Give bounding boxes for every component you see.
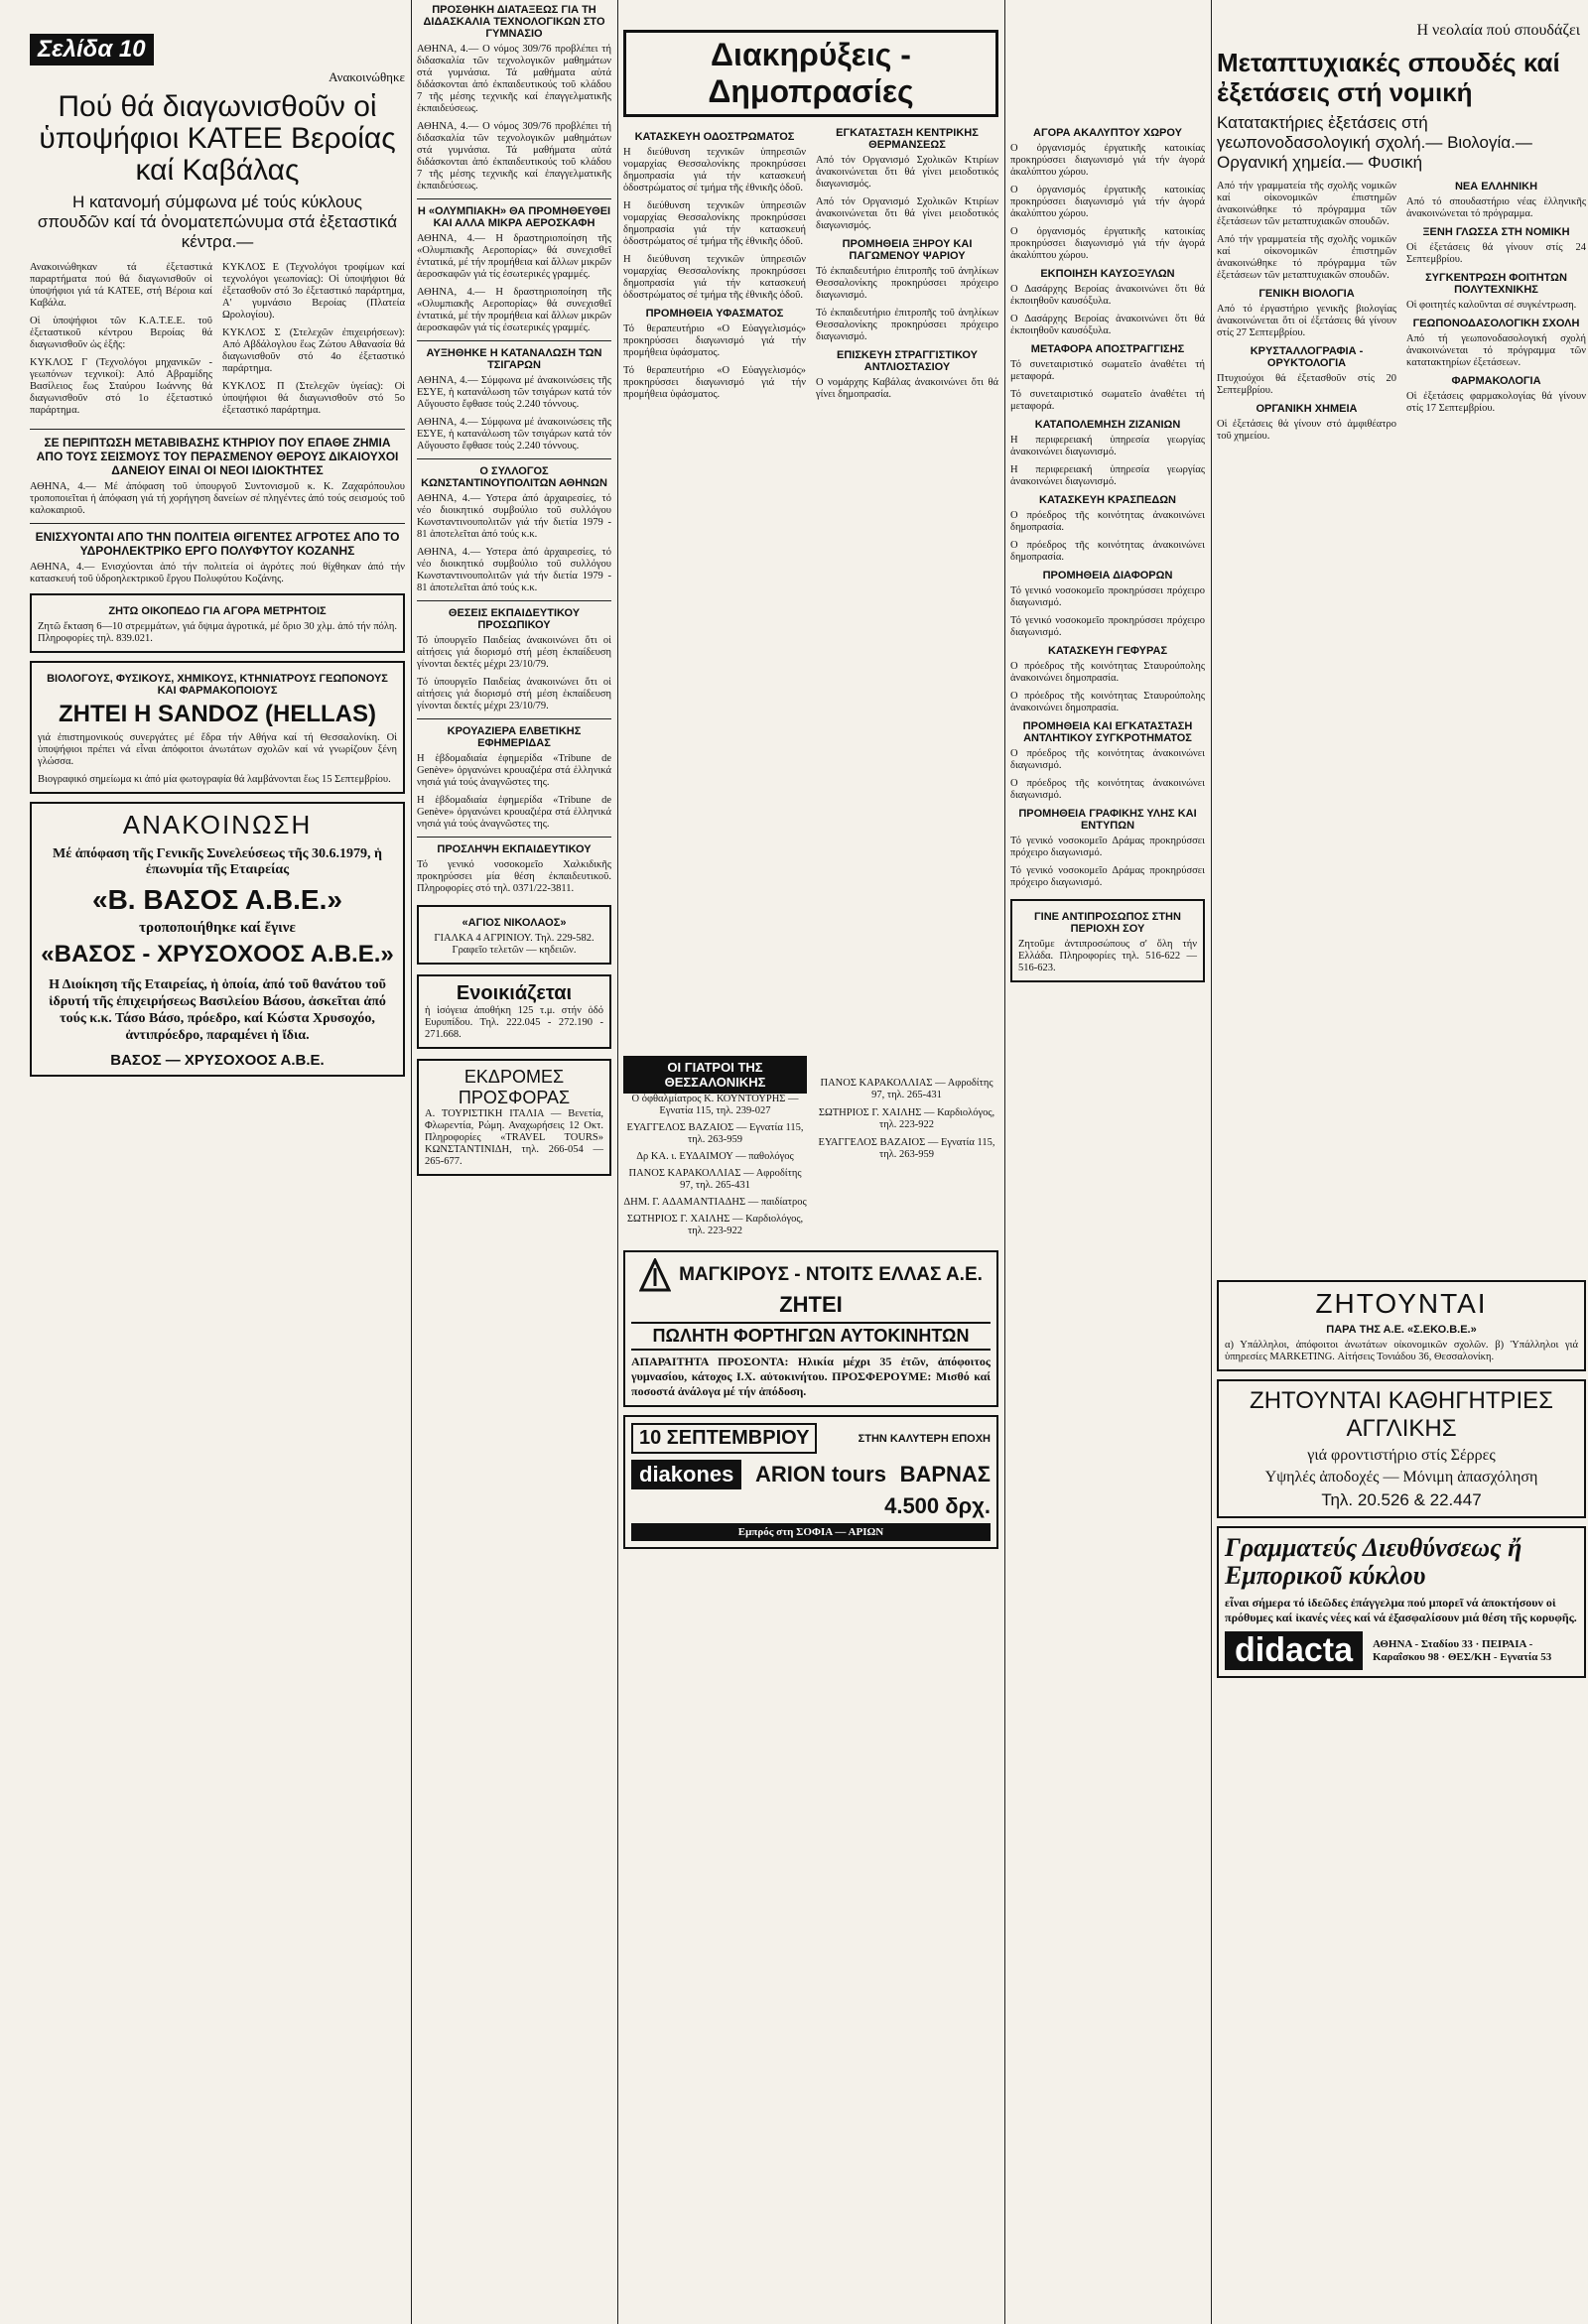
travel-footer: Εμπρός στη ΣΟΦΙΑ — ΑΡΙΩΝ: [631, 1523, 991, 1541]
classified-ad: [417, 974, 611, 1049]
paragraph: Ανακοινώθηκαν τά ἐξεταστικά παραρτήματα πού θά διαγωνισθοῦν οἱ ὑποψήφιοι γιά τά ΚΑΤΕΕ, στή Βέροια καί Καβάλα.: [30, 262, 212, 309]
article-body: [1217, 181, 1586, 1272]
ad-title: ΕΚΔΡΟΜΕΣ ΠΡΟΣΦΟΡΑΣ: [458, 1067, 571, 1107]
article-body: [30, 262, 405, 423]
tender-item: [1010, 494, 1205, 564]
ad-company: ΜΑΓΚΙΡΟΥΣ - ΝΤΟΙΤΣ ΕΛΛΑΣ Α.Ε.: [679, 1264, 983, 1285]
announcement-line: Μέ ἀπόφαση τῆς Γενικῆς Συνελεύσεως τῆς 30.6.1979, ἡ ἐπωνυμία τῆς Εταιρείας: [53, 846, 382, 877]
ad-title: Γραμματεύς Διευθύνσεως ἤ Εμπορικοῦ κύκλου: [1225, 1533, 1522, 1590]
tender-item: [816, 238, 998, 343]
paragraph: Από τό σπουδαστήριο νέας ἑλληνικῆς ἀνακοινώνεται τό πρόγραμμα.: [1406, 196, 1586, 219]
news-headline: ΕΝΙΣΧΥΟΝΤΑΙ ΑΠΟ ΤΗΝ ΠΟΛΙΤΕΙΑ ΘΙΓΕΝΤΕΣ ΑΓΡΟΤΕΣ ΑΠΟ ΤΟ ΥΔΡΟΗΛΕΚΤΡΙΚΟ ΕΡΓΟ ΠΟΛΥΦΥΤΟΥ ΚΟΖΑΝΗΣ: [35, 530, 400, 558]
ad-body: α) Υπάλληλοι, ἀπόφοιτοι ἀνωτάτων οἰκονομικῶν σχολῶν. β) Ὑπάλληλοι γιά ὑπηρεσίες MARKETING. Αἰτήσεις Τονιάδου 36, Θεσσαλονίκη.: [1225, 1340, 1578, 1362]
paragraph: Οἱ ὑποψήφιοι τῶν Κ.Α.Τ.Ε.Ε. τοῦ ἐξεταστικοῦ κέντρου Βεροίας θά διαγωνισθοῦν ὡς ἑξῆς:: [30, 316, 212, 350]
ad-body: εἶναι σήμερα τό ἰδεῶδες ἐπάγγελμα πού μπορεῖ νά ἀποκτήσουν οἱ πρόθυμες καί ἱκανές νέες καί νά ἐξασφαλίσουν μιά θέση τῆς κορυφῆς.: [1225, 1596, 1577, 1624]
travel-tag: ΣΤΗΝ ΚΑΛΥΤΕΡΗ ΕΠΟΧΗ: [858, 1432, 991, 1445]
doctors-directory-continued: [815, 1056, 998, 1242]
tender-text: Ο ὀργανισμός ἐργατικῆς κατοικίας προκηρύσσει διαγωνισμό γιά τήν ἀγορά ἀκαλύπτου χώρου.: [1010, 226, 1205, 261]
ad-title: ΖΗΤΟΥΝΤΑΙ: [1315, 1288, 1488, 1319]
ad-title: ΓΙΝΕ ΑΝΤΙΠΡΟΣΩΠΟΣ ΣΤΗΝ ΠΕΡΙΟΧΗ ΣΟΥ: [1034, 911, 1181, 935]
column-1: [30, 0, 405, 2324]
ad-title: ΖΗΤΟΥΝΤΑΙ ΚΑΘΗΓΗΤΡΙΕΣ ΑΓΓΛΙΚΗΣ: [1250, 1387, 1553, 1442]
subheading: ΟΡΓΑΝΙΚΗ ΧΗΜΕΙΑ: [1256, 403, 1358, 415]
tender-title: ΚΑΤΑΣΚΕΥΗ ΓΕΦΥΡΑΣ: [1047, 645, 1168, 657]
paragraph: ΚΥΚΛΟΣ Ε (Τεχνολόγοι τροφίμων καί τεχνολόγοι γεωπονίας): Οἱ ὑποψήφιοι θά ἐξετασθοῦν στό 3ο ἐξεταστικό παράρτημα, Α' γυμνάσιο Βεροίας (Πλατεία Ωρολογίου).: [222, 262, 405, 321]
travel-brand: diakones: [631, 1460, 741, 1489]
classified-ad: [30, 593, 405, 653]
classified-ad: [417, 905, 611, 965]
ad-phone: Τηλ. 20.526 & 22.447: [1321, 1490, 1482, 1509]
announcement-line: τροποποιήθηκε καί ἔγινε: [139, 920, 296, 936]
paragraph: Οἱ ἐξετάσεις θά γίνουν στίς 24 Σεπτεμβρίου.: [1406, 242, 1586, 265]
paragraph: ΑΘΗΝΑ, 4.— Η δραστηριοποίηση τῆς «Ολυμπιακῆς Αεροπορίας» θά συνεχισθεῖ ἐντατικά, μέ τήν προμήθεια καί ἄλλων μικρῶν ἀεροσκαφῶν γιά τίς ἐσωτερικές γραμμές.: [417, 233, 611, 280]
tender-text: Ο Δασάρχης Βεροίας ἀνακοινώνει ὅτι θά ἐκποιηθοῦν καυσόξυλα.: [1010, 284, 1205, 307]
tender-text: Τό ἐκπαιδευτήριο ἐπιτροπῆς τοῦ ἀνηλίκων Θεσσαλονίκης προκηρύσσει πρόχειρο διαγωνισμό.: [816, 308, 998, 342]
job-ad: [623, 1250, 998, 1407]
subheading: ΦΑΡΜΑΚΟΛΟΓΙΑ: [1451, 375, 1541, 387]
page-label: Σελίδα 10: [30, 34, 154, 65]
classified-ad: [1010, 899, 1205, 982]
tender-text: Από τόν Οργανισμό Σχολικῶν Κτιρίων ἀνακοινώνεται ὅτι θά γίνει μειοδοτικός διαγωνισμός.: [816, 155, 998, 190]
tender-title: ΚΑΤΑΣΚΕΥΗ ΚΡΑΣΠΕΔΩΝ: [1039, 494, 1176, 506]
travel-ad: [623, 1415, 998, 1549]
paragraph: Από τήν γραμματεία τῆς σχολῆς νομικῶν καί οἰκονομικῶν ἐπιστημῶν ἀνακοινώθηκε τό πρόγραμμα τῶν ἐξετάσεων τῶν μεταπτυχιακῶν σπουδῶν.: [1217, 234, 1396, 281]
paragraph: ΑΘΗΝΑ, 4.— Υστερα ἀπό ἀρχαιρεσίες, τό νέο διοικητικό συμβούλιο τοῦ συλλόγου Κωνσταντινουπολιτῶν γιά τήν διετία 1979 - 81 ἀποτελεῖται ἀπό τούς κ.κ.: [417, 493, 611, 540]
column-rule: [617, 0, 618, 2324]
company-new-name: «ΒΑΣΟΣ - ΧΡΥΣΟΧΟΟΣ Α.Β.Ε.»: [41, 941, 394, 968]
subheading: ΞΕΝΗ ΓΛΩΣΣΑ ΣΤΗ ΝΟΜΙΚΗ: [1422, 226, 1570, 238]
tender-text: Από τόν Οργανισμό Σχολικῶν Κτιρίων ἀνακοινώνεται ὅτι θά γίνει μειοδοτικός διαγωνισμός.: [816, 196, 998, 231]
paragraph: Η ἑβδομαδιαία ἐφημερίδα «Tribune de Genève» ὀργανώνει κρουαζιέρα στά ἑλληνικά νησιά γιά τούς ἀναγνῶστες της.: [417, 753, 611, 788]
ad-body: Α. ΤΟΥΡΙΣΤΙΚΗ ΙΤΑΛΙΑ — Βενετία, Φλωρεντία, Ρώμη. Αναχωρήσεις 12 Οκτ. Πληροφορίες «TRAVEL TOURS» ΚΩΝΣΤΑΝΤΙΝΙΔΗ, τηλ. 266-054 — 265-677.: [425, 1108, 603, 1167]
ad-title: ΖΗΤΩ ΟΙΚΟΠΕΔΟ ΓΙΑ ΑΓΟΡΑ ΜΕΤΡΗΤΟΙΣ: [108, 605, 327, 617]
paragraph: Από τή γεωπονοδασολογική σχολή ἀνακοινώνεται τό πρόγραμμα τῶν κατατακτηρίων ἐξετάσεων.: [1406, 333, 1586, 368]
tender-title: ΑΓΟΡΑ ΑΚΑΛΥΠΤΟΥ ΧΩΡΟΥ: [1033, 127, 1182, 139]
news-headline: ΑΥΞΗΘΗΚΕ Η ΚΑΤΑΝΑΛΩΣΗ ΤΩΝ ΤΣΙΓΑΡΩΝ: [426, 347, 602, 371]
ad-brand: didacta: [1225, 1631, 1363, 1670]
tender-item: [1010, 645, 1205, 714]
news-headline: Ο ΣΥΛΛΟΓΟΣ ΚΩΝΣΤΑΝΤΙΝΟΥΠΟΛΙΤΩΝ ΑΘΗΝΩΝ: [421, 465, 607, 489]
paragraph: ΑΘΗΝΑ, 4.— Υστερα ἀπό ἀρχαιρεσίες, τό νέο διοικητικό συμβούλιο τοῦ συλλόγου Κωνσταντινουπολιτῶν γιά τήν διετία 1979 - 81 ἀποτελεῖται ἀπό τούς κ.κ.: [417, 547, 611, 593]
tender-item: [1010, 268, 1205, 337]
tender-title: ΕΓΚΑΤΑΣΤΑΣΗ ΚΕΝΤΡΙΚΗΣ ΘΕΡΜΑΝΣΕΩΣ: [836, 127, 979, 151]
ad-body: ΓΙΑΛΚΑ 4 ΑΓΡΙΝΙΟΥ. Τηλ. 229-582. Γραφεῖο τελετῶν — κηδειῶν.: [434, 933, 595, 956]
tender-text: Ο πρόεδρος τῆς κοινότητας ἀνακοινώνει δημοπρασία.: [1010, 540, 1205, 563]
travel-destination: ΒΑΡΝΑΣ: [899, 1462, 991, 1486]
doctors-directory: [623, 1056, 807, 1242]
deck: Η κατανομή σύμφωνα μέ τούς κύκλους σπουδῶν καί τά ὀνοματεπώνυμα στά ἐξεταστικά κέντρα.—: [37, 193, 398, 251]
doctor-entry: ΠΑΝΟΣ ΚΑΡΑΚΟΛΛΙΑΣ — Αφροδίτης 97, τηλ. 265-431: [628, 1168, 802, 1191]
paragraph: ΚΥΚΛΟΣ Σ (Στελεχῶν ἐπιχειρήσεων): Από Αβδάλογλου ἕως Ζώτου Αθανασία θά διαγωνισθοῦν στό 4ο ἐξεταστικό παράρτημα.: [222, 327, 405, 374]
tender-text: Τό συνεταιριστικό σωματεῖο ἀναθέτει τή μεταφορά.: [1010, 359, 1205, 382]
company-name: «Β. ΒΑΣΟΣ Α.Β.Ε.»: [92, 884, 342, 915]
tender-title: ΚΑΤΑΣΚΕΥΗ ΟΔΟΣΤΡΩΜΑΤΟΣ: [634, 131, 795, 143]
tender-title: ΚΑΤΑΠΟΛΕΜΗΣΗ ΖΙΖΑΝΙΩΝ: [1034, 419, 1181, 431]
paragraph: ΑΘΗΝΑ, 4.— Η δραστηριοποίηση τῆς «Ολυμπιακῆς Αεροπορίας» θά συνεχισθεῖ ἐντατικά, μέ τήν προμήθεια καί ἄλλων μικρῶν ἀεροσκαφῶν γιά τίς ἐσωτερικές γραμμές.: [417, 287, 611, 333]
tender-item: [816, 349, 998, 401]
tender-text: Η διεύθυνση τεχνικῶν ὑπηρεσιῶν νομαρχίας Θεσσαλονίκης προκηρύσσει δημοπρασία γιά τήν κατασκευή ὁδοστρώματος σέ τμήμα τῆς ἐθνικῆς ὁδοῦ.: [623, 147, 806, 194]
tender-title: ΜΕΤΑΦΟΡΑ ΑΠΟΣΤΡΑΓΓΙΣΗΣ: [1030, 343, 1185, 355]
paragraph: Τό ὑπουργεῖο Παιδείας ἀνακοινώνει ὅτι οἱ αἰτήσεις γιά διορισμό στή μέση ἐκπαίδευση γίνονται δεκτές μέχρι 23/10/79.: [417, 635, 611, 670]
doctor-entry: ΕΥΑΓΓΕΛΟΣ ΒΑΖΑΙΟΣ — Εγνατία 115, τηλ. 263-959: [626, 1122, 804, 1145]
tender-text: Ο πρόεδρος τῆς κοινότητας Σταυρούπολης ἀνακοινώνει δημοπρασία.: [1010, 661, 1205, 684]
ad-footer: Βιογραφικό σημείωμα κι ἀπό μία φωτογραφία θά λαμβάνονται ἕως 15 Σεπτεμβρίου.: [38, 774, 391, 785]
top-right-label: Η νεολαία πού σπουδάζει: [1416, 22, 1580, 39]
paragraph: Οἱ φοιτητές καλοῦνται σέ συγκέντρωση.: [1406, 300, 1577, 311]
tender-title: ΠΡΟΜΗΘΕΙΑ ΥΦΑΣΜΑΤΟΣ: [645, 308, 784, 320]
tender-text: Ο ὀργανισμός ἐργατικῆς κατοικίας προκηρύσσει διαγωνισμό γιά τήν ἀγορά ἀκαλύπτου χώρου.: [1010, 143, 1205, 178]
paragraph: Από τό ἐργαστήριο γενικῆς βιολογίας ἀνακοινώνεται ὅτι οἱ ἐξετάσεις θά γίνουν στίς 27 Σεπτεμβρίου.: [1217, 304, 1396, 338]
column-rule: [411, 0, 412, 2324]
subheading: ΚΡΥΣΤΑΛΛΟΓΡΑΦΙΑ - ΟΡΥΚΤΟΛΟΓΙΑ: [1250, 345, 1364, 369]
tender-item: [1010, 127, 1205, 262]
news-headline: Η «ΟΛΥΜΠΙΑΚΗ» ΘΑ ΠΡΟΜΗΘΕΥΘΕΙ ΚΑΙ ΑΛΛΑ ΜΙΚΡΑ ΑΕΡΟΣΚΑΦΗ: [417, 205, 611, 229]
subheading: ΣΥΓΚΕΝΤΡΩΣΗ ΦΟΙΤΗΤΩΝ ΠΟΛΥΤΕΧΝΙΚΗΣ: [1425, 272, 1567, 296]
ad-kicker: ΒΙΟΛΟΓΟΥΣ, ΦΥΣΙΚΟΥΣ, ΧΗΜΙΚΟΥΣ, ΚΤΗΝΙΑΤΡΟΥΣ ΓΕΩΠΟΝΟΥΣ ΚΑΙ ΦΑΡΜΑΚΟΠΟΙΟΥΣ: [47, 673, 388, 697]
tender-item: [1010, 808, 1205, 889]
tender-text: Η περιφερειακή ὑπηρεσία γεωργίας ἀνακοινώνει διαγωνισμό.: [1010, 435, 1205, 457]
paragraph: ΑΘΗΝΑ, 4.— Ο νόμος 309/76 προβλέπει τή διδασκαλία τῶν τεχνολογικῶν μαθημάτων στά γυμνάσια. Τά μαθήματα αὐτά διδάσκονται ἀπό ἐκπαιδευτικούς τοῦ κλάδου 7 τῆς μέσης τεχνικῆς καί ἐπαγγελματικῆς ἐκπαιδεύσεως.: [417, 44, 611, 114]
ad-sub: ΖΗΤΕΙ: [779, 1292, 843, 1317]
tender-text: Ο Δασάρχης Βεροίας ἀνακοινώνει ὅτι θά ἐκποιηθοῦν καυσόξυλα.: [1010, 314, 1205, 336]
tender-text: Τό γενικό νοσοκομεῖο προκηρύσσει πρόχειρο διαγωνισμό.: [1010, 615, 1205, 638]
ad-title: ΖΗΤΕΙ Η SANDOZ (HELLAS): [59, 701, 376, 727]
ad-sub: ΠΑΡΑ ΤΗΣ Α.Ε. «Σ.ΕΚΟ.Β.Ε.»: [1326, 1324, 1477, 1336]
paragraph: Οἱ ἐξετάσεις θά γίνουν στό ἀμφιθέατρο τοῦ χημείου.: [1217, 419, 1396, 442]
news-headline: ΠΡΟΣΘΗΚΗ ΔΙΑΤΑΞΕΩΣ ΓΙΑ ΤΗ ΔΙΔΑΣΚΑΛΙΑ ΤΕΧΝΟΛΟΓΙΚΩΝ ΣΤΟ ΓΥΜΝΑΣΙΟ: [423, 4, 605, 40]
tender-item: [1010, 343, 1205, 413]
tender-text: Τό θεραπευτήριο «Ο Εὐαγγελισμός» προκηρύσσει διαγωνισμό γιά τήν προμήθεια ὑφάσματος.: [623, 323, 806, 358]
tender-text: Ο πρόεδρος τῆς κοινότητας ἀνακοινώνει δημοπρασία.: [1010, 510, 1205, 533]
paragraph: ΚΥΚΛΟΣ Γ (Τεχνολόγοι μηχανικῶν - γεωπόνων τεχνικοί): Από Αβραμίδης Βασίλειος ἕως Σταύρου Ιωάννης θά διαγωνισθοῦν στό 1ο ἐξεταστικό παράρτημα.: [30, 357, 212, 416]
truck-brand-icon: [639, 1258, 671, 1292]
subheading: ΓΕΩΠΟΝΟΔΑΣΟΛΟΓΙΚΗ ΣΧΟΛΗ: [1412, 318, 1580, 329]
paragraph: ΑΘΗΝΑ, 4.— Ενισχύονται ἀπό τήν πολιτεία οἱ ἀγρότες πού θίχθηκαν ἀπό τήν κατασκευή τοῦ ὑδροηλεκτρικοῦ ἔργου Πολυφύτου Κοζάνης.: [30, 562, 405, 584]
doctor-entry: Δρ ΚΑ. ι. ΕΥΔΑΙΜΟΥ — παθολόγος: [636, 1151, 794, 1162]
tender-title: ΠΡΟΜΗΘΕΙΑ ΔΙΑΦΟΡΩΝ: [1042, 570, 1173, 581]
doctor-entry: ΕΥΑΓΓΕΛΟΣ ΒΑΖΑΙΟΣ — Εγνατία 115, τηλ. 263-959: [818, 1137, 995, 1160]
job-ad: [1217, 1379, 1586, 1518]
section-label: Ανακοινώθηκε: [329, 69, 405, 84]
column-2: [417, 0, 611, 2324]
paragraph: ΑΘΗΝΑ, 4.— Σύμφωνα μέ ἀνακοινώσεις τῆς ΕΣΥΕ, ἡ κατανάλωση τῶν τσιγάρων κατά τόν Αὔγουστο ἔφθασε τούς 2.240 τόννους.: [417, 417, 611, 452]
headline: Πού θά διαγωνισθοῦν οἱ ὑποψήφιοι ΚΑΤΕΕ Βεροίας καί Καβάλας: [39, 90, 396, 187]
tender-title: ΠΡΟΜΗΘΕΙΑ ΓΡΑΦΙΚΗΣ ΥΛΗΣ ΚΑΙ ΕΝΤΥΠΩΝ: [1018, 808, 1197, 832]
ad-title: Ενοικιάζεται: [456, 982, 573, 1004]
school-ad: [1217, 1526, 1586, 1678]
tender-title: ΕΠΙΣΚΕΥΗ ΣΤΡΑΓΓΙΣΤΙΚΟΥ ΑΝΤΛΙΟΣΤΑΣΙΟΥ: [836, 349, 979, 373]
doctor-entry: ΣΩΤΗΡΙΟΣ Γ. ΧΑΙΛΗΣ — Καρδιολόγος, τηλ. 223-922: [626, 1214, 804, 1236]
paragraph: Τό ὑπουργεῖο Παιδείας ἀνακοινώνει ὅτι οἱ αἰτήσεις γιά διορισμό στή μέση ἐκπαίδευση γίνονται δεκτές μέχρι 23/10/79.: [417, 677, 611, 711]
column-rule: [1211, 0, 1212, 2324]
ad-body: γιά φροντιστήριο στίς Σέρρες: [1307, 1447, 1496, 1464]
ad-title: «ΑΓΙΟΣ ΝΙΚΟΛΑΟΣ»: [462, 917, 567, 929]
tender-item: [1010, 570, 1205, 639]
paragraph: Η ἑβδομαδιαία ἐφημερίδα «Tribune de Genève» ὀργανώνει κρουαζιέρα στά ἑλληνικά νησιά γιά τούς ἀναγνῶστες της.: [417, 795, 611, 830]
paragraph: ΑΘΗΝΑ, 4.— Ο νόμος 309/76 προβλέπει τή διδασκαλία τῶν τεχνολογικῶν μαθημάτων στά γυμνάσια. Τά μαθήματα αὐτά διδάσκονται ἀπό ἐκπαιδευτικούς τοῦ κλάδου 7 τῆς μέσης τεχνικῆς καί ἐπαγγελματικῆς ἐκπαιδεύσεως.: [417, 121, 611, 192]
paragraph: Τό γενικό νοσοκομεῖο Χαλκιδικῆς προκηρύσσει μία θέση ἐκπαιδευτικοῦ. Πληροφορίες στό τηλ. 0371/22-3811.: [417, 859, 611, 894]
tender-title: ΕΚΠΟΙΗΣΗ ΚΑΥΣΟΞΥΛΩΝ: [1040, 268, 1175, 280]
tender-item: [1010, 720, 1205, 802]
news-headline: ΣΕ ΠΕΡΙΠΤΩΣΗ ΜΕΤΑΒΙΒΑΣΗΣ ΚΤΗΡΙΟΥ ΠΟΥ ΕΠΑΘΕ ΖΗΜΙΑ ΑΠΟ ΤΟΥΣ ΣΕΙΣΜΟΥΣ ΤΟΥ ΠΕΡΑΣΜΕΝΟΥ ΘΕΡΟΥΣ ΔΙΚΑΙΟΥΧΟΙ ΔΑΝΕΙΟΥ ΕΙΝΑΙ ΟΙ ΝΕΟΙ ΙΔΙΟΚΤΗΤΕΣ: [36, 436, 399, 477]
ad-body: Ζητοῦμε ἀντιπροσώπους σ' ὅλη τήν Ελλάδα. Πληροφορίες τηλ. 516-622 — 516-623.: [1018, 939, 1197, 973]
doctors-title: ΟΙ ΓΙΑΤΡΟΙ ΤΗΣ ΘΕΣΣΑΛΟΝΙΚΗΣ: [623, 1056, 807, 1094]
headline: Μεταπτυχιακές σπουδές καί ἐξετάσεις στή νομική: [1217, 48, 1560, 107]
paragraph: Από τήν γραμματεία τῆς σχολῆς νομικῶν καί οἰκονομικῶν ἐπιστημῶν ἀνακοινώθηκε τό πρόγραμμα τῶν ἐξετάσεων τῶν μεταπτυχιακῶν σπουδῶν.: [1217, 181, 1396, 227]
paragraph: Οἱ ἐξετάσεις φαρμακολογίας θά γίνουν στίς 17 Σεπτεμβρίου.: [1406, 391, 1586, 414]
travel-brand-secondary: ARION tours: [754, 1462, 886, 1486]
ad-body: ἡ ἰσόγεια ἀποθήκη 125 τ.μ. στήν ὁδό Ευρυπίδου. Τηλ. 222.045 - 272.190 - 271.668.: [425, 1005, 603, 1040]
tender-text: Τό γενικό νοσοκομεῖο Δράμας προκηρύσσει πρόχειρο διαγωνισμό.: [1010, 865, 1205, 888]
section-banner: Διακηρύξεις - Δημοπρασίες: [623, 30, 998, 117]
doctor-entry: ΠΑΝΟΣ ΚΑΡΑΚΟΛΛΙΑΣ — Αφροδίτης 97, τηλ. 265-431: [820, 1078, 993, 1100]
announcement-body: Η Διοίκηση τῆς Εταιρείας, ἡ ὁποία, ἀπό τοῦ θανάτου τοῦ ἱδρυτή τῆς ἐπιχειρήσεως Βασιλείου Βάσου, ἀσκεῖται ἀπό τούς κ.κ. Τάσο Βάσο, πρόεδρο, καί Κώστα Χρυσοχόο, ἀντιπρόεδρο, παραμένει ἡ ἴδια.: [49, 977, 386, 1043]
deck: Κατατακτήριες ἐξετάσεις στή γεωπονοδασολογική σχολή.— Βιολογία.— Οργανική χημεία.— Φυσική: [1217, 113, 1532, 172]
ad-extra: Υψηλές ἀποδοχές — Μόνιμη ἀπασχόληση: [1264, 1469, 1538, 1485]
doctor-entry: Ο ὀφθαλμίατρος Κ. ΚΟΥΝΤΟΥΡΗΣ — Εγνατία 115, τηλ. 239-027: [631, 1094, 799, 1116]
tender-item: [623, 131, 806, 302]
tender-text: Ο πρόεδρος τῆς κοινότητας ἀνακοινώνει διαγωνισμό.: [1010, 748, 1205, 771]
tender-text: Η διεύθυνση τεχνικῶν ὑπηρεσιῶν νομαρχίας Θεσσαλονίκης προκηρύσσει δημοπρασία γιά τήν κατασκευή ὁδοστρώματος σέ τμήμα τῆς ἐθνικῆς ὁδοῦ.: [623, 254, 806, 301]
news-headline: ΘΕΣΕΙΣ ΕΚΠΑΙΔΕΥΤΙΚΟΥ ΠΡΟΣΩΠΙΚΟΥ: [448, 607, 581, 631]
paragraph: ΑΘΗΝΑ, 4.— Σύμφωνα μέ ἀνακοινώσεις τῆς ΕΣΥΕ, ἡ κατανάλωση τῶν τσιγάρων κατά τόν Αὔγουστο ἔφθασε τούς 2.240 τόννους.: [417, 375, 611, 410]
announcement-signature: ΒΑΣΟΣ — ΧΡΥΣΟΧΟΟΣ Α.Β.Ε.: [110, 1052, 325, 1069]
ad-body: ΑΠΑΡΑΙΤΗΤΑ ΠΡΟΣΟΝΤΑ: Ηλικία μέχρι 35 ἐτῶν, ἀπόφοιτος γυμνασίου, κάτοχος Ι.Χ. αὐτοκινήτου. ΠΡΟΣΦΕΡΟΥΜΕ: Μισθό καί ποσοστά ἀνάλογα μέ τήν ἀπόδοση.: [631, 1355, 991, 1398]
travel-date: 10 ΣΕΠΤΕΜΒΡΙΟΥ: [631, 1423, 817, 1454]
tender-text: Τό ἐκπαιδευτήριο ἐπιτροπῆς τοῦ ἀνηλίκων Θεσσαλονίκης προκηρύσσει πρόχειρο διαγωνισμό.: [816, 266, 998, 301]
tender-text: Η περιφερειακή ὑπηρεσία γεωργίας ἀνακοινώνει διαγωνισμό.: [1010, 464, 1205, 487]
column-5: [1217, 0, 1586, 2324]
job-ad: [30, 661, 405, 794]
tender-title: ΠΡΟΜΗΘΕΙΑ ΚΑΙ ΕΓΚΑΤΑΣΤΑΣΗ ΑΝΤΛΗΤΙΚΟΥ ΣΥΓΚΡΟΤΗΜΑΤΟΣ: [1022, 720, 1193, 744]
ad-body: γιά ἐπιστημονικούς συνεργάτες μέ ἕδρα τήν Αθήνα καί τή Θεσσαλονίκη. Οἱ ὑποψήφιοι πρέπει νά εἶναι ἀπόφοιτοι ἀνωτάτων σχολῶν καί νά γνωρίζουν ξένη γλώσσα.: [38, 732, 397, 767]
tenders-list: [623, 127, 998, 1050]
subheading: ΝΕΑ ΕΛΛΗΝΙΚΗ: [1454, 181, 1538, 193]
announcement: [30, 802, 405, 1077]
tender-item: [816, 127, 998, 232]
paragraph: Πτυχιούχοι θά ἐξετασθοῦν στίς 20 Σεπτεμβρίου.: [1217, 373, 1396, 396]
tender-text: Ο πρόεδρος τῆς κοινότητας Σταυρούπολης ἀνακοινώνει δημοπρασία.: [1010, 691, 1205, 713]
tender-text: Η διεύθυνση τεχνικῶν ὑπηρεσιῶν νομαρχίας Θεσσαλονίκης προκηρύσσει δημοπρασία γιά τήν κατασκευή ὁδοστρώματος σέ τμήμα τῆς ἐθνικῆς ὁδοῦ.: [623, 200, 806, 247]
announcement-title: ΑΝΑΚΟΙΝΩΣΗ: [122, 810, 313, 839]
tender-text: Τό θεραπευτήριο «Ο Εὐαγγελισμός» προκηρύσσει διαγωνισμό γιά τήν προμήθεια ὑφάσματος.: [623, 365, 806, 400]
tender-item: [623, 308, 806, 401]
doctor-entry: ΣΩΤΗΡΙΟΣ Γ. ΧΑΙΛΗΣ — Καρδιολόγος, τηλ. 223-922: [818, 1107, 995, 1130]
news-headline: ΠΡΟΣΛΗΨΗ ΕΚΠΑΙΔΕΥΤΙΚΟΥ: [437, 843, 592, 855]
column-3: [623, 0, 998, 2324]
ad-address: ΑΘΗΝΑ - Σταδίου 33 · ΠΕΙΡΑΙΑ - Καραΐσκου 98 · ΘΕΣ/ΚΗ - Εγνατία 53: [1373, 1637, 1552, 1663]
tender-text: Τό συνεταιριστικό σωματεῖο ἀναθέτει τή μεταφορά.: [1010, 389, 1205, 412]
doctor-entry: ΔΗΜ. Γ. ΑΔΑΜΑΝΤΙΑΔΗΣ — παιδίατρος: [623, 1197, 807, 1208]
classified-ad: [417, 1059, 611, 1176]
subheading: ΓΕΝΙΚΗ ΒΙΟΛΟΓΙΑ: [1258, 288, 1355, 300]
ad-title: ΠΩΛΗΤΗ ΦΟΡΤΗΓΩΝ ΑΥΤΟΚΙΝΗΤΩΝ: [631, 1322, 991, 1351]
tender-title: ΠΡΟΜΗΘΕΙΑ ΞΗΡΟΥ ΚΑΙ ΠΑΓΩΜΕΝΟΥ ΨΑΡΙΟΥ: [842, 238, 973, 262]
column-rule: [1004, 0, 1005, 2324]
tender-text: Ο νομάρχης Καβάλας ἀνακοινώνει ὅτι θά γίνει δημοπρασία.: [816, 377, 998, 400]
travel-price: 4.500 δρχ.: [884, 1493, 991, 1518]
tender-text: Τό γενικό νοσοκομεῖο προκηρύσσει πρόχειρο διαγωνισμό.: [1010, 585, 1205, 608]
tender-text: Ο ὀργανισμός ἐργατικῆς κατοικίας προκηρύσσει διαγωνισμό γιά τήν ἀγορά ἀκαλύπτου χώρου.: [1010, 185, 1205, 219]
ad-body: Ζητῶ ἔκταση 6—10 στρεμμάτων, γιά ὄψιμα ἀγροτικά, μέ ὅριο 30 χλμ. ἀπό τήν πόλη. Πληροφορίες τηλ. 839.021.: [38, 621, 397, 644]
paragraph: ΑΘΗΝΑ, 4.— Μέ ἀπόφαση τοῦ ὑπουργοῦ Συντονισμοῦ κ. Κ. Ζαχαρόπουλου τροποποιεῖται ἡ ἀπόφαση γιά τή χορήγηση δανείων σέ πληγέντες ἀπό τούς σεισμούς τοῦ καλοκαιριοῦ.: [30, 481, 405, 516]
column-4: [1010, 0, 1205, 2324]
job-ad: [1217, 1280, 1586, 1371]
news-headline: ΚΡΟΥΑΖΙΕΡΑ ΕΛΒΕΤΙΚΗΣ ΕΦΗΜΕΡΙΔΑΣ: [447, 725, 582, 749]
tender-item: [1010, 419, 1205, 488]
tender-text: Ο πρόεδρος τῆς κοινότητας ἀνακοινώνει διαγωνισμό.: [1010, 778, 1205, 801]
paragraph: ΚΥΚΛΟΣ Π (Στελεχῶν ὑγείας): Οἱ ὑποψήφιοι θά διαγωνισθοῦν στό 5ο ἐξεταστικό παράρτημα.: [222, 381, 405, 416]
tender-text: Τό γενικό νοσοκομεῖο Δράμας προκηρύσσει πρόχειρο διαγωνισμό.: [1010, 836, 1205, 858]
